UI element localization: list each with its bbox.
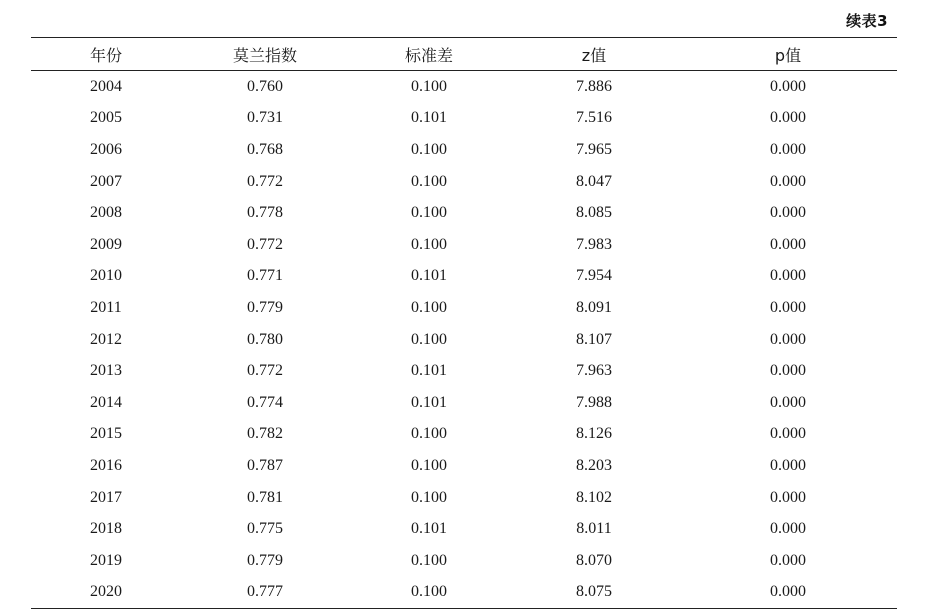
moran-index-cell: 0.774 [247, 393, 283, 411]
p-value-cell: 0.000 [770, 267, 806, 285]
z-value-cell: 7.963 [576, 362, 612, 380]
z-value-cell: 7.886 [576, 77, 612, 95]
table-row [31, 324, 897, 356]
year-cell: 2013 [90, 362, 122, 380]
year-cell: 2004 [90, 77, 122, 95]
p-value-cell: 0.000 [770, 298, 806, 316]
table-row [31, 355, 897, 387]
moran-index-cell: 0.731 [247, 109, 283, 127]
p-value-cell: 0.000 [770, 456, 806, 474]
std-dev-cell: 0.100 [411, 140, 447, 158]
std-dev-cell: 0.101 [411, 393, 447, 411]
year-cell: 2007 [90, 172, 122, 190]
z-value-cell: 7.983 [576, 235, 612, 253]
year-cell: 2016 [90, 456, 122, 474]
year-cell: 2012 [90, 330, 122, 348]
column-header-p-value: p值 [774, 45, 802, 65]
column-header-year: 年份 [89, 45, 122, 65]
year-cell: 2010 [90, 267, 122, 285]
moran-index-cell: 0.777 [247, 583, 283, 601]
z-value-cell: 7.954 [576, 267, 612, 285]
p-value-cell: 0.000 [770, 109, 806, 127]
z-value-cell: 8.107 [576, 330, 612, 348]
z-value-cell: 8.047 [576, 172, 612, 190]
p-value-cell: 0.000 [770, 235, 806, 253]
year-cell: 2017 [90, 488, 122, 506]
year-cell: 2020 [90, 583, 122, 601]
z-value-cell: 7.988 [576, 393, 612, 411]
p-value-cell: 0.000 [770, 393, 806, 411]
year-cell: 2009 [90, 235, 122, 253]
z-value-cell: 8.011 [576, 520, 612, 538]
year-cell: 2005 [90, 109, 122, 127]
column-header-std-dev: 标准差 [404, 45, 453, 65]
table-row [31, 103, 897, 135]
moran-index-cell: 0.772 [247, 362, 283, 380]
std-dev-cell: 0.101 [411, 362, 447, 380]
table-row [31, 261, 897, 293]
std-dev-cell: 0.100 [411, 204, 447, 222]
year-cell: 2011 [90, 298, 122, 316]
table-header [31, 38, 897, 71]
header-row [31, 38, 897, 71]
moran-index-cell: 0.772 [247, 235, 283, 253]
p-value-cell: 0.000 [770, 425, 806, 443]
year-cell: 2019 [90, 551, 122, 569]
p-value-cell: 0.000 [770, 140, 806, 158]
std-dev-cell: 0.100 [411, 298, 447, 316]
std-dev-cell: 0.100 [411, 77, 447, 95]
table-row [31, 71, 897, 103]
table-row [31, 545, 897, 577]
p-value-cell: 0.000 [770, 330, 806, 348]
year-cell: 2015 [90, 425, 122, 443]
z-value-cell: 8.203 [576, 456, 612, 474]
moran-index-cell: 0.772 [247, 172, 283, 190]
p-value-cell: 0.000 [770, 362, 806, 380]
moran-index-cell: 0.760 [247, 77, 283, 95]
p-value-cell: 0.000 [770, 520, 806, 538]
moran-index-cell: 0.778 [247, 204, 283, 222]
z-value-cell: 8.085 [576, 204, 612, 222]
table-row [31, 229, 897, 261]
table-caption: 续表3 [846, 12, 888, 30]
std-dev-cell: 0.100 [411, 583, 447, 601]
table-row [31, 450, 897, 482]
std-dev-cell: 0.100 [411, 235, 447, 253]
moran-index-cell: 0.782 [247, 425, 283, 443]
moran-index-cell: 0.780 [247, 330, 283, 348]
table-row [31, 513, 897, 545]
std-dev-cell: 0.100 [411, 425, 447, 443]
std-dev-cell: 0.100 [411, 172, 447, 190]
year-cell: 2006 [90, 140, 122, 158]
p-value-cell: 0.000 [770, 204, 806, 222]
year-cell: 2008 [90, 204, 122, 222]
p-value-cell: 0.000 [770, 551, 806, 569]
p-value-cell: 0.000 [770, 172, 806, 190]
std-dev-cell: 0.100 [411, 330, 447, 348]
column-header-z-value: z值 [581, 45, 607, 65]
std-dev-cell: 0.101 [411, 520, 447, 538]
moran-index-cell: 0.781 [247, 488, 283, 506]
std-dev-cell: 0.101 [411, 267, 447, 285]
table-body [31, 71, 897, 609]
table-row [31, 134, 897, 166]
std-dev-cell: 0.100 [411, 488, 447, 506]
std-dev-cell: 0.100 [411, 551, 447, 569]
column-header-moran-index: 莫兰指数 [232, 45, 297, 65]
moran-index-cell: 0.768 [247, 140, 283, 158]
table-row [31, 419, 897, 451]
moran-index-cell: 0.779 [247, 551, 283, 569]
table-row [31, 482, 897, 514]
z-value-cell: 7.516 [576, 109, 612, 127]
table-row [31, 577, 897, 609]
z-value-cell: 8.126 [576, 425, 612, 443]
table-row [31, 197, 897, 229]
p-value-cell: 0.000 [770, 583, 806, 601]
moran-index-cell: 0.779 [247, 298, 283, 316]
z-value-cell: 8.102 [576, 488, 612, 506]
p-value-cell: 0.000 [770, 488, 806, 506]
moran-index-table [31, 37, 897, 609]
moran-index-cell: 0.771 [247, 267, 283, 285]
moran-index-cell: 0.787 [247, 456, 283, 474]
year-cell: 2018 [90, 520, 122, 538]
table-row [31, 387, 897, 419]
table-row [31, 166, 897, 198]
p-value-cell: 0.000 [770, 77, 806, 95]
z-value-cell: 8.075 [576, 583, 612, 601]
table-row [31, 292, 897, 324]
std-dev-cell: 0.101 [411, 109, 447, 127]
std-dev-cell: 0.100 [411, 456, 447, 474]
z-value-cell: 8.070 [576, 551, 612, 569]
moran-index-table-container [31, 37, 897, 609]
z-value-cell: 8.091 [576, 298, 612, 316]
moran-index-cell: 0.775 [247, 520, 283, 538]
year-cell: 2014 [90, 393, 122, 411]
z-value-cell: 7.965 [576, 140, 612, 158]
